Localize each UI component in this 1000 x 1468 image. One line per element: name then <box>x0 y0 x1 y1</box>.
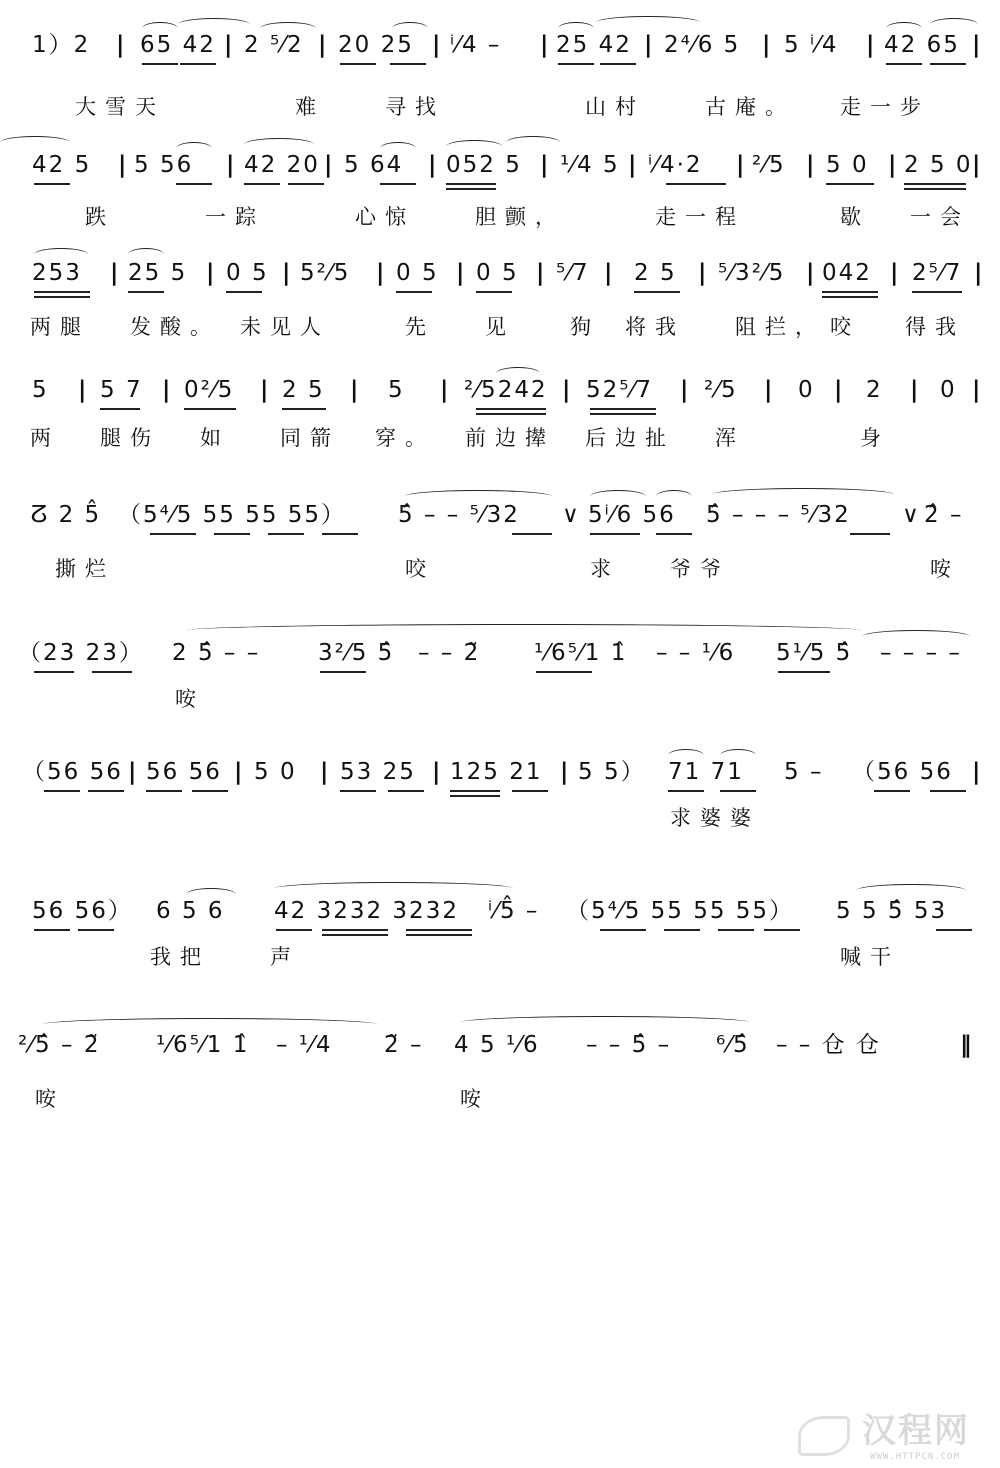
lyric: 求 <box>590 557 620 581</box>
beam <box>886 63 922 65</box>
slur <box>404 490 552 503</box>
final-barline: ‖ <box>960 1032 972 1058</box>
note-group: 2 5 <box>282 377 325 403</box>
beam <box>390 63 426 65</box>
barline: | <box>78 377 87 403</box>
barline: | <box>834 377 843 403</box>
barline: | <box>456 260 465 286</box>
beam <box>904 183 966 185</box>
beam <box>288 183 324 185</box>
barline: | <box>110 260 119 286</box>
note-group: – – 5̂ – <box>586 1032 672 1058</box>
lyric: 跌 <box>85 205 115 229</box>
lyric: 同箭 <box>280 426 340 450</box>
note-group: 42 3232 3232 <box>274 898 459 924</box>
beam <box>476 291 512 293</box>
slur <box>590 490 646 503</box>
beam <box>476 413 546 415</box>
slur <box>506 136 560 149</box>
beam <box>558 63 594 65</box>
notes-line-7 <box>0 757 1000 797</box>
beam <box>78 929 114 931</box>
beam <box>268 533 304 535</box>
lyric: 如 <box>200 426 230 450</box>
note-group: 2 5 0 <box>904 152 973 178</box>
note-group: ⁶⁄5̂ <box>716 1032 750 1058</box>
beam <box>88 790 124 792</box>
beam <box>666 183 726 185</box>
slur <box>380 142 416 155</box>
lyric: 咹 <box>35 1087 65 1111</box>
notes-line-1 <box>0 30 1000 70</box>
note-group: ⁱ⁄4 – <box>450 32 502 58</box>
beam <box>778 671 830 673</box>
lyric: 求婆婆 <box>670 806 760 830</box>
beam <box>180 63 216 65</box>
barline: | <box>888 152 897 178</box>
beam <box>720 790 756 792</box>
beam <box>100 408 140 410</box>
note-group: 0 5 <box>226 260 269 286</box>
note-group: 5 <box>32 377 49 403</box>
beam <box>322 929 388 931</box>
beam <box>446 188 496 190</box>
barline: | <box>440 377 449 403</box>
beam <box>656 533 692 535</box>
beam <box>930 790 966 792</box>
lyric: 阻拦， <box>735 315 825 339</box>
beam <box>34 291 90 293</box>
note-group: 3²⁄5 5̂ <box>318 640 395 666</box>
barline: | <box>698 260 707 286</box>
beam <box>276 929 312 931</box>
beam <box>184 408 236 410</box>
slur <box>930 18 978 31</box>
note-group: – ¹⁄4 <box>276 1032 333 1058</box>
lyrics-line-4 <box>0 425 1000 455</box>
beam <box>904 188 966 190</box>
lyric: 心惊 <box>355 205 415 229</box>
lyrics-line-6 <box>0 686 1000 716</box>
lyric: 先 <box>405 315 435 339</box>
slur <box>496 367 540 380</box>
lyric: 走一步 <box>840 95 930 119</box>
slur <box>558 22 594 35</box>
lyric: 见 <box>485 315 515 339</box>
beam <box>600 929 646 931</box>
barline: | <box>972 32 981 58</box>
barline: | <box>226 152 235 178</box>
lyric: 前边撵 <box>465 426 555 450</box>
barline: | <box>320 759 329 785</box>
slur <box>392 22 428 35</box>
lyric: 两 <box>30 426 60 450</box>
lyrics-line-2 <box>0 204 1000 234</box>
note-group: 25 42 <box>556 32 632 58</box>
note-group: 5 – <box>784 759 824 785</box>
note-group: ⁵⁄7 <box>556 260 590 286</box>
beam <box>322 533 358 535</box>
beam <box>590 408 656 410</box>
lyric: 胆颤， <box>475 205 565 229</box>
beam <box>718 929 754 931</box>
barline: | <box>560 759 569 785</box>
note-group: 25 5 <box>128 260 188 286</box>
note-group: 56 56） <box>32 898 133 924</box>
note-group: 5ⁱ⁄6 56 <box>588 502 676 528</box>
slur <box>668 749 704 762</box>
note-group: 253 <box>32 260 82 286</box>
note-group: 53 25 <box>340 759 416 785</box>
beam <box>446 183 496 185</box>
note-group: 2⁵⁄7 <box>912 260 963 286</box>
note-group: 1）2 <box>32 32 91 58</box>
note-group: ∨ <box>902 502 921 528</box>
note-group: – – 仓 仓 <box>776 1032 881 1058</box>
beam <box>244 183 280 185</box>
slur <box>656 490 692 503</box>
slur <box>596 16 700 29</box>
beam <box>214 533 250 535</box>
note-group: ²⁄5 <box>752 152 786 178</box>
note-group: ²⁄5 <box>704 377 738 403</box>
note-group: 2 <box>866 377 883 403</box>
slur <box>274 882 514 895</box>
note-group: 5 5） <box>578 759 646 785</box>
beam <box>320 671 366 673</box>
slur <box>244 138 314 151</box>
note-group: 42 5 <box>32 152 92 178</box>
notes-line-9 <box>0 1030 1000 1070</box>
lyric: 一会 <box>910 205 970 229</box>
beam <box>930 63 966 65</box>
beam <box>322 934 388 936</box>
lyrics-line-9 <box>0 1086 1000 1116</box>
note-group: （56 56 <box>22 759 123 785</box>
beam <box>912 291 962 293</box>
slur <box>886 22 922 35</box>
barline: | <box>972 377 981 403</box>
notes-line-5 <box>0 500 1000 540</box>
beam <box>128 291 164 293</box>
lyric: 咬 <box>405 557 435 581</box>
barline: | <box>806 260 815 286</box>
note-group: 5 7 <box>100 377 143 403</box>
lyric: 后边扯 <box>585 426 675 450</box>
slur <box>176 142 212 155</box>
slur <box>128 248 164 261</box>
slur <box>186 624 862 637</box>
beam <box>142 63 178 65</box>
beam <box>388 790 424 792</box>
lyric: 得我 <box>905 315 965 339</box>
barline: | <box>806 152 815 178</box>
note-group: 2 ⁵⁄2 <box>244 32 304 58</box>
lyric: 未见人 <box>240 315 330 339</box>
note-group: 0 5 <box>476 260 519 286</box>
lyric: 我把 <box>150 945 210 969</box>
barline: | <box>432 32 441 58</box>
lyric: 咹 <box>175 687 205 711</box>
note-group: 5²⁄5 <box>300 260 351 286</box>
slur <box>186 888 236 901</box>
note-group: 042 <box>822 260 872 286</box>
barline: | <box>536 260 545 286</box>
note-group: ⵒ 2 5̂ <box>30 502 102 528</box>
barline: | <box>866 32 875 58</box>
barline: | <box>318 32 327 58</box>
beam <box>764 929 800 931</box>
note-group: 5 56 <box>134 152 194 178</box>
lyric: 咬 <box>830 315 860 339</box>
beam <box>192 790 228 792</box>
lyric: 古庵。 <box>705 95 795 119</box>
barline: | <box>282 260 291 286</box>
note-group: 65 42 <box>140 32 216 58</box>
beam <box>850 533 890 535</box>
watermark-text: 汉程网 <box>862 1411 970 1451</box>
lyric: 两腿 <box>30 315 90 339</box>
beam <box>512 533 552 535</box>
lyrics-line-8 <box>0 944 1000 974</box>
slur <box>142 22 178 35</box>
beam <box>590 413 656 415</box>
barline: | <box>644 32 653 58</box>
note-group: ⁱ⁄4·2 <box>648 152 703 178</box>
lyric: 发酸。 <box>130 315 220 339</box>
notes-line-6 <box>0 638 1000 678</box>
barline: | <box>428 152 437 178</box>
note-group: 71 71 <box>668 759 744 785</box>
slur <box>0 136 70 149</box>
lyric: 穿。 <box>375 426 435 450</box>
watermark-url: WWW.HTTPCN.COM <box>870 1452 960 1462</box>
note-group: 2̃ – <box>384 1032 424 1058</box>
barline: | <box>910 377 919 403</box>
beam <box>34 296 90 298</box>
beam <box>450 790 500 792</box>
lyric: 歇 <box>840 205 870 229</box>
beam <box>34 671 74 673</box>
note-group: 0 <box>798 377 815 403</box>
beam <box>34 183 70 185</box>
barline: | <box>972 759 981 785</box>
lyric: 狗 <box>570 315 600 339</box>
note-group: 2 5̂ – – <box>172 640 261 666</box>
note-group: 5̂ – – – ⁵⁄32 <box>706 502 851 528</box>
barline: | <box>604 260 613 286</box>
beam <box>34 929 70 931</box>
slur <box>42 1018 378 1031</box>
slur <box>34 248 88 261</box>
note-group: 0 <box>940 377 957 403</box>
beam <box>512 790 548 792</box>
beam <box>668 790 704 792</box>
note-group: （56 56 <box>852 759 953 785</box>
barline: | <box>128 759 137 785</box>
barline: | <box>764 377 773 403</box>
lyric: 一踪 <box>205 205 265 229</box>
beam <box>406 934 472 936</box>
note-group: 4 5 ¹⁄6 <box>454 1032 540 1058</box>
note-group: – – ¹⁄6 <box>656 640 736 666</box>
barline: | <box>432 759 441 785</box>
beam <box>936 929 972 931</box>
note-group: 052 5 <box>446 152 522 178</box>
note-group: 5¹⁄5 5̂ <box>776 640 853 666</box>
beam <box>874 790 910 792</box>
beam <box>146 790 182 792</box>
note-group: 5̂ – – ⁵⁄32 <box>398 502 520 528</box>
notes-line-8 <box>0 896 1000 936</box>
note-group: 20 25 <box>338 32 414 58</box>
note-group: （23 23） <box>18 640 144 666</box>
notes-line-3 <box>0 258 1000 298</box>
note-group: ¹⁄4 5 <box>560 152 620 178</box>
note-group: ²⁄5̂ – 2̃ <box>18 1032 101 1058</box>
note-group: – – – – <box>880 640 962 666</box>
note-group: 5 ⁱ⁄4 <box>784 32 839 58</box>
beam <box>536 671 592 673</box>
note-group: 56 56 <box>146 759 222 785</box>
beam <box>340 63 376 65</box>
beam <box>664 929 700 931</box>
note-group: （5⁴⁄5 55 55 55） <box>118 502 347 528</box>
lyrics-line-7 <box>0 805 1000 835</box>
beam <box>406 929 472 931</box>
barline: | <box>628 152 637 178</box>
note-group: 2̂ – <box>924 502 964 528</box>
barline: | <box>118 152 127 178</box>
lyric: 声 <box>270 945 300 969</box>
beam <box>340 790 376 792</box>
slur <box>178 18 250 31</box>
beam <box>600 63 636 65</box>
note-group: 0 5 <box>396 260 439 286</box>
beam <box>44 790 80 792</box>
slur <box>446 140 502 153</box>
slur <box>460 1016 750 1029</box>
watermark-logo-icon <box>798 1416 850 1456</box>
beam <box>92 671 132 673</box>
note-group: – – 2̃ <box>418 640 481 666</box>
beam <box>396 291 432 293</box>
beam <box>176 183 212 185</box>
note-group: 125 21 <box>450 759 543 785</box>
slur <box>856 884 966 897</box>
lyric: 撕烂 <box>55 557 115 581</box>
lyric: 腿伤 <box>100 426 160 450</box>
barline: | <box>234 759 243 785</box>
slur <box>720 749 756 762</box>
notes-line-2 <box>0 150 1000 190</box>
barline: | <box>680 377 689 403</box>
lyrics-line-1 <box>0 94 1000 124</box>
lyric: 咹 <box>930 557 960 581</box>
lyric: 大雪天 <box>75 95 165 119</box>
beam <box>476 408 546 410</box>
note-group: ⁱ⁄5̂ – <box>488 898 540 924</box>
beam <box>634 291 680 293</box>
lyric: 寻找 <box>385 95 445 119</box>
beam <box>590 533 640 535</box>
barline: | <box>762 32 771 58</box>
lyrics-line-5 <box>0 556 1000 586</box>
barline: | <box>206 260 215 286</box>
note-group: ¹⁄6⁵⁄1 1̂ <box>156 1032 250 1058</box>
lyric: 爷爷 <box>670 557 730 581</box>
lyric: 咹 <box>460 1087 490 1111</box>
lyric: 走一程 <box>655 205 745 229</box>
lyric: 山村 <box>585 95 645 119</box>
beam <box>380 183 416 185</box>
beam <box>282 408 326 410</box>
note-group: 6 5 6 <box>156 898 225 924</box>
note-group: ²⁄5242 <box>464 377 548 403</box>
beam <box>826 183 874 185</box>
barline: | <box>562 377 571 403</box>
note-group: 5 <box>388 377 405 403</box>
barline: | <box>540 32 549 58</box>
note-group: 5 0 <box>826 152 869 178</box>
barline: | <box>974 260 983 286</box>
note-group: 52⁵⁄7 <box>586 377 653 403</box>
note-group: 0²⁄5 <box>184 377 235 403</box>
barline: | <box>116 32 125 58</box>
note-group: 42 65 <box>884 32 960 58</box>
lyric: 将我 <box>625 315 685 339</box>
barline: | <box>736 152 745 178</box>
note-group: ¹⁄6⁵⁄1 1̂ <box>534 640 628 666</box>
barline: | <box>972 152 981 178</box>
barline: | <box>224 32 233 58</box>
lyric: 喊干 <box>840 945 900 969</box>
barline: | <box>162 377 171 403</box>
note-group: 5 64 <box>344 152 404 178</box>
slur <box>260 22 316 35</box>
barline: | <box>324 152 333 178</box>
barline: | <box>350 377 359 403</box>
lyric: 难 <box>295 95 325 119</box>
beam <box>822 291 878 293</box>
barline: | <box>540 152 549 178</box>
barline: | <box>376 260 385 286</box>
beam <box>226 291 262 293</box>
note-group: ∨ <box>562 502 581 528</box>
beam <box>822 296 878 298</box>
note-group: 42 20 <box>244 152 320 178</box>
note-group: （5⁴⁄5 55 55 55） <box>566 898 795 924</box>
note-group: 2⁴⁄6 5 <box>664 32 741 58</box>
note-group: ⁵⁄3²⁄5 <box>718 260 786 286</box>
barline: | <box>890 260 899 286</box>
lyrics-line-3 <box>0 314 1000 344</box>
slur <box>712 488 894 501</box>
note-group: 5 5 5̂ 53 <box>836 898 948 924</box>
lyric: 浑 <box>715 426 745 450</box>
beam <box>150 533 196 535</box>
lyric: 身 <box>860 426 890 450</box>
barline: | <box>260 377 269 403</box>
note-group: 5 0 <box>254 759 297 785</box>
beam <box>450 795 500 797</box>
note-group: 2 5 <box>634 260 677 286</box>
notes-line-4 <box>0 375 1000 415</box>
slur <box>862 630 970 643</box>
